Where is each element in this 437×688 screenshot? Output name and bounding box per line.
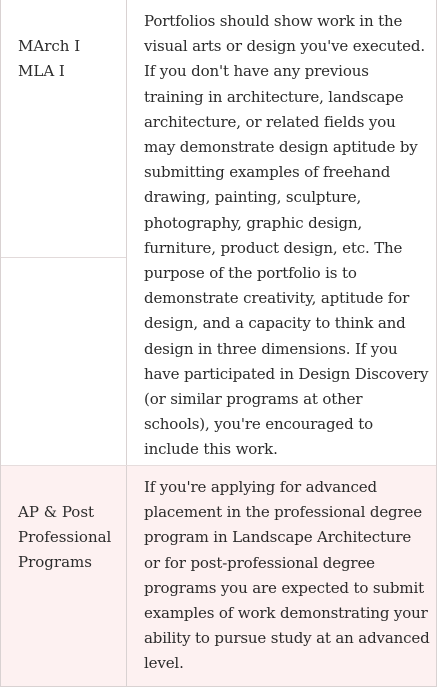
program-label: MArch I MLA I — [18, 37, 81, 80]
requirement-text: Portfolios should show work in the visual arts or design you've executed. If you don't have any previous training in architecture, landscape architecture, or related fields you may demonstrate design aptitude by submitting examples of freehand drawing, painting, sculpture, photography, graphic design, furniture, product design, etc. The purpose of the portfolio is to demonstrate creativity, aptitude for design, and a capacity to think and design in three dimensions. If you have participated in Design Discovery (or similar programs at other schools), you're encouraged to include this work. — [144, 12, 429, 459]
requirement-cell — [127, 466, 436, 686]
table-row — [1, 0, 436, 465]
program-cell — [1, 466, 127, 686]
program-label: AP & Post Professional Programs — [18, 503, 112, 571]
program-cell — [1, 0, 127, 465]
row-divider — [1, 257, 126, 258]
requirement-cell — [127, 0, 436, 465]
requirement-text: If you're applying for advanced placement in the professional degree program in Landscape Architecture or for post-professional degree programs you are expected to submit examples of work demonstrating your ability to pursue study at an advanced level. — [144, 478, 430, 673]
table-row — [1, 465, 436, 687]
